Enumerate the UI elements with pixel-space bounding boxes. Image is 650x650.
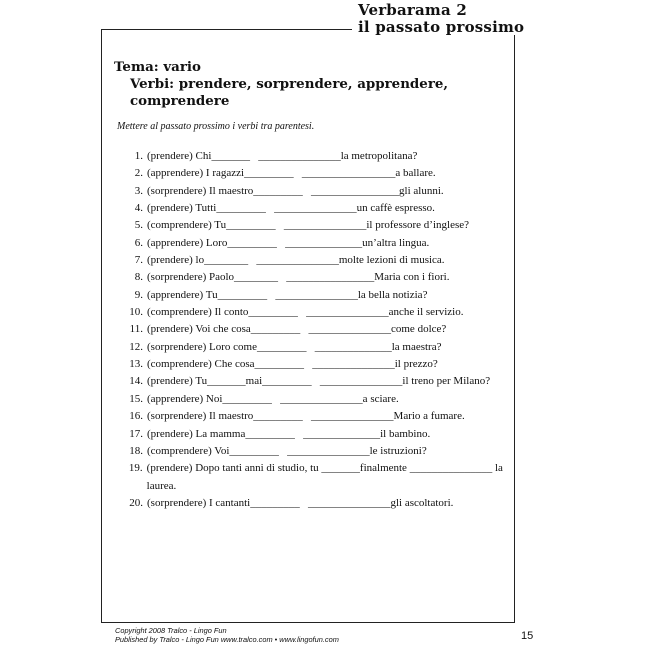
exercise-item bbox=[117, 373, 517, 390]
copyright-line: Copyright 2008 Tralco - Lingo Fun bbox=[115, 626, 227, 635]
verbs-line: Verbi: prendere, sorprendere, apprendere, comprendere bbox=[130, 76, 449, 109]
exercise-text: (apprendere) Tu_________ _______________la bella notizia? bbox=[147, 288, 428, 301]
exercise-text: (apprendere) Loro_________ ______________un’altra lingua. bbox=[147, 236, 430, 249]
exercise-item bbox=[117, 339, 517, 356]
exercise-list bbox=[117, 148, 517, 512]
exercise-text: (prendere) La mamma_________ ______________il bambino. bbox=[147, 427, 431, 440]
exercise-number: 20. bbox=[129, 496, 143, 509]
exercise-number: 10. bbox=[129, 306, 143, 319]
exercise-item bbox=[117, 217, 517, 234]
exercise-item bbox=[117, 321, 517, 338]
exercise-text: (prendere) Tutti_________ _______________un caffè espresso. bbox=[147, 202, 435, 215]
exercise-item bbox=[117, 183, 517, 200]
exercise-number: 13. bbox=[129, 358, 143, 371]
page-number: 15 bbox=[521, 630, 534, 642]
exercise-item bbox=[117, 287, 517, 304]
exercise-number: 9. bbox=[134, 288, 143, 301]
exercise-number: 16. bbox=[129, 410, 143, 423]
exercise-text: (prendere) Tu_______mai_________ _______________il treno per Milano? bbox=[147, 375, 491, 388]
exercise-item bbox=[117, 391, 517, 408]
exercise-number: 5. bbox=[134, 219, 143, 232]
exercise-item bbox=[117, 148, 517, 165]
exercise-item bbox=[117, 252, 517, 269]
exercise-text: (apprendere) Noi_________ _______________a sciare. bbox=[147, 392, 399, 405]
exercise-text: (sorprendere) Loro come_________ ______________la maestra? bbox=[147, 340, 442, 353]
exercise-number: 14. bbox=[129, 375, 143, 388]
exercise-number: 19. bbox=[128, 462, 143, 475]
exercise-text: (sorprendere) I cantanti_________ _______________gli ascoltatori. bbox=[147, 496, 454, 509]
exercise-item bbox=[117, 443, 517, 460]
instructions-text: Mettere al passato prossimo i verbi tra parentesi. bbox=[117, 121, 315, 132]
exercise-number: 15. bbox=[129, 392, 143, 405]
exercise-item bbox=[117, 495, 517, 512]
exercise-text: (sorprendere) Il maestro_________ ________________gli alunni. bbox=[147, 184, 444, 197]
exercise-text: (prendere) Voi che cosa_________ _______________come dolce? bbox=[147, 323, 447, 336]
exercise-text: (sorprendere) Paolo________ ________________Maria con i fiori. bbox=[147, 271, 450, 284]
exercise-text: (prendere) Chi_______ _______________la metropolitana? bbox=[147, 150, 418, 162]
footer-credits bbox=[115, 626, 339, 644]
exercise-item bbox=[117, 408, 517, 425]
exercise-number: 11. bbox=[129, 323, 143, 336]
title-line-2: il passato prossimo bbox=[358, 17, 525, 36]
exercise-number: 4. bbox=[134, 202, 143, 215]
exercise-text: (comprendere) Voi_________ _______________le istruzioni? bbox=[147, 444, 427, 457]
exercise-item bbox=[117, 269, 517, 286]
exercise-text: (comprendere) Il conto_________ _______________anche il servizio. bbox=[147, 306, 464, 319]
exercise-number: 1. bbox=[134, 150, 143, 162]
exercise-number: 17. bbox=[129, 427, 143, 440]
exercise-item bbox=[117, 235, 517, 252]
exercise-text: (comprendere) Tu_________ _______________il professore d’inglese? bbox=[147, 219, 470, 232]
exercise-text: (apprendere) I ragazzi_________ _________________a ballare. bbox=[147, 167, 436, 180]
exercise-text: (prendere) Dopo tanti anni di studio, tu _______finalmente _______________ la laurea. bbox=[146, 462, 506, 492]
exercise-item bbox=[117, 460, 517, 495]
exercise-number: 18. bbox=[129, 444, 143, 457]
title-line-1: Verbarama 2 bbox=[358, 1, 467, 19]
exercise-text: (comprendere) Che cosa_________ _______________il prezzo? bbox=[147, 358, 438, 371]
exercise-number: 2. bbox=[134, 167, 143, 180]
theme-heading bbox=[114, 59, 470, 110]
exercise-number: 7. bbox=[134, 254, 143, 267]
worksheet-title bbox=[352, 2, 530, 35]
exercise-item bbox=[117, 165, 517, 182]
exercise-item bbox=[117, 304, 517, 321]
exercise-number: 8. bbox=[134, 271, 143, 284]
exercise-text: (prendere) lo________ _______________molte lezioni di musica. bbox=[147, 254, 445, 267]
exercise-number: 12. bbox=[129, 340, 143, 353]
exercise-item bbox=[117, 356, 517, 373]
exercise-number: 6. bbox=[134, 236, 143, 249]
exercise-number: 3. bbox=[134, 184, 143, 197]
publisher-line: Published by Tralco - Lingo Fun www.tralco.com • www.lingofun.com bbox=[115, 635, 339, 644]
exercise-item bbox=[117, 200, 517, 217]
exercise-text: (sorprendere) Il maestro_________ _______________Mario a fumare. bbox=[147, 410, 465, 423]
theme-line: Tema: vario bbox=[114, 59, 201, 75]
exercise-item bbox=[117, 426, 517, 443]
